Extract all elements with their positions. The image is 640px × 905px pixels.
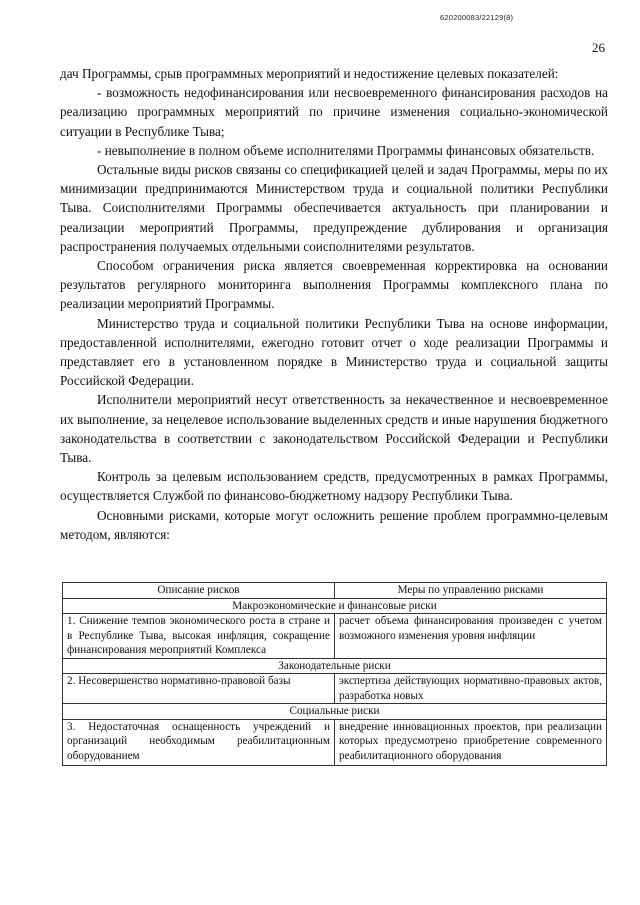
risk-measure: внедрение инновационных проектов, при реализации которых предусмотрено приобретение современного реабилитационного оборудования (335, 719, 607, 766)
paragraph: Основными рисками, которые могут осложнить решение проблем программно-целевым методом, являются: (60, 507, 608, 542)
risk-description: 1. Снижение темпов экономического роста в стране и в Республике Тыва, высокая инфляция, сокращение финансирования мероприятий Комплекса (63, 614, 335, 659)
table-section-row (63, 598, 607, 614)
section-title: Законодательные риски (63, 658, 607, 674)
paragraph: - невыполнение в полном объеме исполнителями Программы финансовых обязательств. (97, 142, 595, 158)
risk-measure: расчет объема финансирования произведен с учетом возможного изменения уровня инфляции (335, 614, 607, 659)
table-row (63, 674, 607, 704)
section-title: Социальные риски (63, 704, 607, 720)
table-section-row (63, 704, 607, 720)
risk-measure: экспертиза действующих нормативно-правовых актов, разработка новых (335, 674, 607, 704)
table-row (63, 614, 607, 659)
paragraph: Министерство труда и социальной политики Республики Тыва на основе информации, предоставленной исполнителями, ежегодно готовит отчет о ходе реализации Программы и представляет его в установленном порядке в Министерство труда и социальной защиты Российской Федерации. (60, 315, 608, 389)
risk-description: 2. Несовершенство нормативно-правовой базы (63, 674, 335, 704)
document-id: 620200083/22129(8) (440, 13, 514, 22)
table-section-row (63, 658, 607, 674)
table-header-row (63, 583, 607, 599)
page-number: 26 (592, 40, 605, 55)
risk-description: 3. Недостаточная оснащенность учреждений и организаций необходимым реабилитационным оборудованием (63, 719, 335, 766)
paragraph: Остальные виды рисков связаны со спецификацией целей и задач Программы, меры по их минимизации предпринимаются Министерством труда и социальной политики Республики Тыва. Соисполнителями Программы обеспечивается актуальность при планировании и реализации мероприятий Программы, предупреждение дублирования и организация распространения получаемых отдельными соисполнителями результатов. (60, 162, 608, 254)
column-header-risks: Описание рисков (63, 583, 335, 599)
column-header-measures: Меры по управлению рисками (335, 583, 607, 599)
paragraph: - возможность недофинансирования или несвоевременного финансирования расходов на реализацию программных мероприятий по причине изменения социально-экономической ситуации в Республике Тыва; (60, 85, 608, 139)
section-title: Макроэкономические и финансовые риски (63, 598, 607, 614)
paragraph: Способом ограничения риска является своевременная корректировка на основании результатов регулярного мониторинга выполнения Программы комплексного плана по реализации мероприятий Программы. (60, 258, 608, 312)
paragraph: Исполнители мероприятий несут ответственность за некачественное и несвоевременное их выполнение, за нецелевое использование выделенных средств и иные нарушения бюджетного законодательства в соответствии с законодательством Российской Федерации и Республики Тыва. (60, 392, 608, 466)
body-text (60, 64, 608, 544)
paragraph: Контроль за целевым использованием средств, предусмотренных в рамках Программы, осуществляется Службой по финансово-бюджетному надзору Республики Тыва. (60, 469, 608, 504)
paragraph: дач Программы, срыв программных мероприятий и недостижение целевых показателей: (60, 66, 559, 81)
table-row (63, 719, 607, 766)
risk-table (62, 582, 607, 766)
